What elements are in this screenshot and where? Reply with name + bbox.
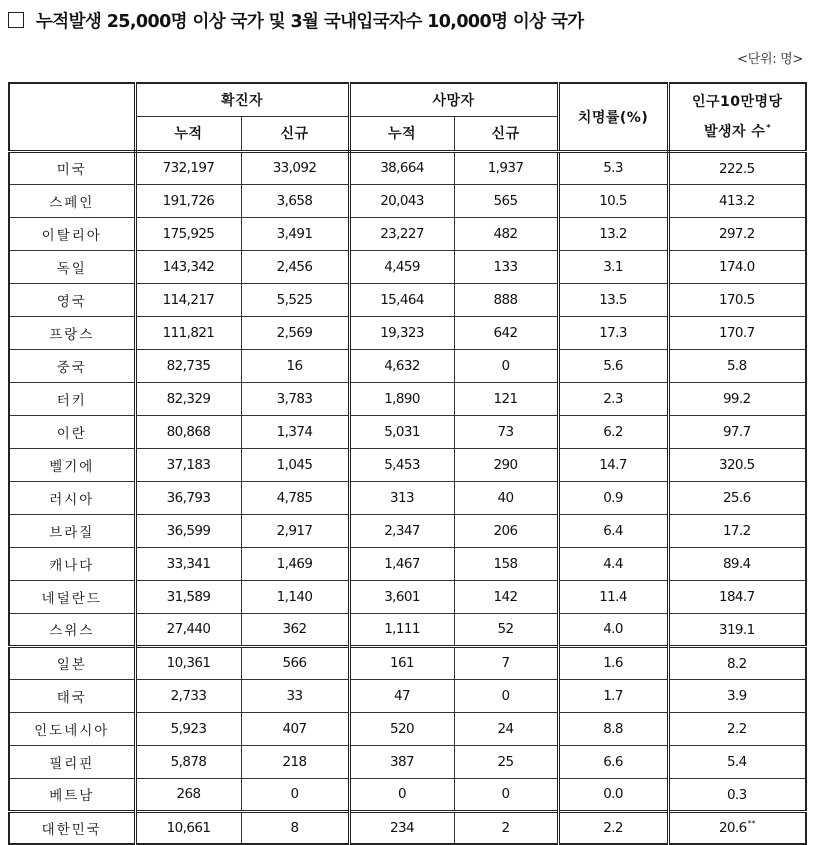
- table-row: [9, 547, 806, 580]
- fatality-rate-cell: 10.5: [558, 184, 668, 217]
- confirmed-new-cell: 16: [241, 349, 349, 382]
- deaths-cumulative-cell: 23,227: [349, 217, 454, 250]
- deaths-cumulative-cell: 47: [349, 679, 454, 712]
- per100k-cell: 184.7: [668, 580, 806, 613]
- deaths-cumulative-cell: 1,111: [349, 613, 454, 646]
- deaths-cumulative-cell: 520: [349, 712, 454, 745]
- country-cell: 스페인: [9, 184, 135, 217]
- confirmed-new-cell: 3,658: [241, 184, 349, 217]
- footnote-mark: *: [766, 122, 771, 132]
- deaths-cumulative-cell: 1,467: [349, 547, 454, 580]
- per100k-cell: 5.4: [668, 745, 806, 778]
- confirmed-cumulative-cell: 2,733: [135, 679, 241, 712]
- per100k-cell: 17.2: [668, 514, 806, 547]
- confirmed-new-cell: 33: [241, 679, 349, 712]
- country-cell: 벨기에: [9, 448, 135, 481]
- confirmed-cumulative-cell: 10,361: [135, 646, 241, 679]
- fatality-rate-cell: 14.7: [558, 448, 668, 481]
- deaths-cumulative-cell: 15,464: [349, 283, 454, 316]
- per100k-cell: 3.9: [668, 679, 806, 712]
- confirmed-cumulative-cell: 33,341: [135, 547, 241, 580]
- deaths-cumulative-cell: 234: [349, 811, 454, 844]
- confirmed-cumulative-cell: 175,925: [135, 217, 241, 250]
- country-cell: 터키: [9, 382, 135, 415]
- deaths-new-cell: 0: [454, 778, 558, 811]
- table-row: [9, 646, 806, 679]
- deaths-cumulative-cell: 0: [349, 778, 454, 811]
- fatality-rate-cell: 0.0: [558, 778, 668, 811]
- fatality-rate-cell: 4.4: [558, 547, 668, 580]
- deaths-cumulative-cell: 5,453: [349, 448, 454, 481]
- per100k-cell: 170.5: [668, 283, 806, 316]
- deaths-new-cell: 25: [454, 745, 558, 778]
- title-text: 누적발생 25,000명 이상 국가 및 3월 국내입국자수 10,000명 이상 국가: [36, 11, 584, 32]
- table-row: [9, 580, 806, 613]
- fatality-rate-cell: 13.2: [558, 217, 668, 250]
- country-cell: 독일: [9, 250, 135, 283]
- fatality-rate-cell: 17.3: [558, 316, 668, 349]
- deaths-new-cell: 24: [454, 712, 558, 745]
- footnote-mark: **: [747, 819, 756, 829]
- confirmed-new-cell: 566: [241, 646, 349, 679]
- deaths-new-cell: 142: [454, 580, 558, 613]
- fatality-rate-cell: 1.7: [558, 679, 668, 712]
- confirmed-cumulative-cell: 80,868: [135, 415, 241, 448]
- confirmed-cumulative-cell: 143,342: [135, 250, 241, 283]
- table-row: [9, 316, 806, 349]
- table-row: [9, 448, 806, 481]
- country-cell: 일본: [9, 646, 135, 679]
- country-cell: 미국: [9, 151, 135, 184]
- table-row: [9, 745, 806, 778]
- per100k-cell: 0.3: [668, 778, 806, 811]
- confirmed-new-cell: 3,491: [241, 217, 349, 250]
- fatality-rate-cell: 2.3: [558, 382, 668, 415]
- per100k-cell: 99.2: [668, 382, 806, 415]
- deaths-new-cell: 52: [454, 613, 558, 646]
- per100k-cell: 413.2: [668, 184, 806, 217]
- deaths-new-cell: 888: [454, 283, 558, 316]
- header-deaths: 사망자: [349, 83, 558, 116]
- deaths-cumulative-cell: 5,031: [349, 415, 454, 448]
- country-cell: 러시아: [9, 481, 135, 514]
- confirmed-new-cell: 1,140: [241, 580, 349, 613]
- fatality-rate-cell: 6.4: [558, 514, 668, 547]
- country-cell: 프랑스: [9, 316, 135, 349]
- header-fatality-rate: 치명률(%): [558, 83, 668, 151]
- per100k-cell: 97.7: [668, 415, 806, 448]
- unit-label: <단위: 명>: [737, 52, 803, 67]
- deaths-new-cell: 121: [454, 382, 558, 415]
- country-cell: 네덜란드: [9, 580, 135, 613]
- deaths-new-cell: 133: [454, 250, 558, 283]
- country-cell: 스위스: [9, 613, 135, 646]
- table-row: [9, 679, 806, 712]
- per100k-cell: 174.0: [668, 250, 806, 283]
- deaths-cumulative-cell: 4,632: [349, 349, 454, 382]
- confirmed-new-cell: 407: [241, 712, 349, 745]
- confirmed-cumulative-cell: 36,793: [135, 481, 241, 514]
- deaths-new-cell: 7: [454, 646, 558, 679]
- per100k-cell: 89.4: [668, 547, 806, 580]
- confirmed-cumulative-cell: 31,589: [135, 580, 241, 613]
- table-row: [9, 184, 806, 217]
- per100k-cell: 25.6: [668, 481, 806, 514]
- country-cell: 이란: [9, 415, 135, 448]
- fatality-rate-cell: 4.0: [558, 613, 668, 646]
- table-row: [9, 250, 806, 283]
- country-cell: 태국: [9, 679, 135, 712]
- fatality-rate-cell: 11.4: [558, 580, 668, 613]
- deaths-cumulative-cell: 4,459: [349, 250, 454, 283]
- deaths-new-cell: 0: [454, 349, 558, 382]
- country-cell: 베트남: [9, 778, 135, 811]
- header-per100k-line2: 발생자 수*: [703, 122, 771, 140]
- confirmed-new-cell: 4,785: [241, 481, 349, 514]
- confirmed-cumulative-cell: 5,923: [135, 712, 241, 745]
- per100k-cell: 297.2: [668, 217, 806, 250]
- checkbox-square-icon: [8, 12, 24, 28]
- country-cell: 이탈리아: [9, 217, 135, 250]
- table-row: [9, 415, 806, 448]
- deaths-new-cell: 158: [454, 547, 558, 580]
- header-deaths-new: 신규: [454, 116, 558, 151]
- table-row: [9, 151, 806, 184]
- deaths-cumulative-cell: 2,347: [349, 514, 454, 547]
- confirmed-cumulative-cell: 36,599: [135, 514, 241, 547]
- deaths-new-cell: 565: [454, 184, 558, 217]
- fatality-rate-cell: 2.2: [558, 811, 668, 844]
- table-row: [9, 811, 806, 844]
- confirmed-new-cell: 1,374: [241, 415, 349, 448]
- confirmed-new-cell: 218: [241, 745, 349, 778]
- country-cell: 인도네시아: [9, 712, 135, 745]
- confirmed-cumulative-cell: 10,661: [135, 811, 241, 844]
- per100k-cell: 319.1: [668, 613, 806, 646]
- per100k-cell: 222.5: [668, 151, 806, 184]
- deaths-cumulative-cell: 38,664: [349, 151, 454, 184]
- page-title: [8, 2, 584, 38]
- confirmed-cumulative-cell: 732,197: [135, 151, 241, 184]
- fatality-rate-cell: 1.6: [558, 646, 668, 679]
- fatality-rate-cell: 6.2: [558, 415, 668, 448]
- deaths-cumulative-cell: 313: [349, 481, 454, 514]
- deaths-cumulative-cell: 20,043: [349, 184, 454, 217]
- confirmed-cumulative-cell: 5,878: [135, 745, 241, 778]
- per100k-cell: 2.2: [668, 712, 806, 745]
- deaths-cumulative-cell: 387: [349, 745, 454, 778]
- deaths-new-cell: 0: [454, 679, 558, 712]
- deaths-cumulative-cell: 161: [349, 646, 454, 679]
- table-row: [9, 283, 806, 316]
- confirmed-new-cell: 2,456: [241, 250, 349, 283]
- fatality-rate-cell: 13.5: [558, 283, 668, 316]
- deaths-new-cell: 206: [454, 514, 558, 547]
- confirmed-cumulative-cell: 114,217: [135, 283, 241, 316]
- deaths-new-cell: 1,937: [454, 151, 558, 184]
- deaths-cumulative-cell: 19,323: [349, 316, 454, 349]
- table-row: [9, 778, 806, 811]
- confirmed-cumulative-cell: 268: [135, 778, 241, 811]
- confirmed-new-cell: 3,783: [241, 382, 349, 415]
- fatality-rate-cell: 3.1: [558, 250, 668, 283]
- country-cell: 브라질: [9, 514, 135, 547]
- table-row: [9, 217, 806, 250]
- confirmed-new-cell: 0: [241, 778, 349, 811]
- fatality-rate-cell: 5.6: [558, 349, 668, 382]
- table-row: [9, 712, 806, 745]
- per100k-cell: 170.7: [668, 316, 806, 349]
- header-per100k: [668, 83, 806, 151]
- country-cell: 대한민국: [9, 811, 135, 844]
- deaths-cumulative-cell: 1,890: [349, 382, 454, 415]
- deaths-new-cell: 2: [454, 811, 558, 844]
- table-row: [9, 514, 806, 547]
- per100k-cell: 320.5: [668, 448, 806, 481]
- deaths-new-cell: 642: [454, 316, 558, 349]
- confirmed-new-cell: 1,045: [241, 448, 349, 481]
- table-body: [9, 151, 806, 844]
- deaths-new-cell: 482: [454, 217, 558, 250]
- confirmed-cumulative-cell: 37,183: [135, 448, 241, 481]
- confirmed-cumulative-cell: 82,329: [135, 382, 241, 415]
- deaths-new-cell: 73: [454, 415, 558, 448]
- table-row: [9, 613, 806, 646]
- confirmed-new-cell: 2,917: [241, 514, 349, 547]
- confirmed-new-cell: 1,469: [241, 547, 349, 580]
- per100k-cell: 5.8: [668, 349, 806, 382]
- table-row: [9, 349, 806, 382]
- confirmed-new-cell: 5,525: [241, 283, 349, 316]
- confirmed-new-cell: 8: [241, 811, 349, 844]
- confirmed-cumulative-cell: 82,735: [135, 349, 241, 382]
- country-cell: 필리핀: [9, 745, 135, 778]
- confirmed-cumulative-cell: 27,440: [135, 613, 241, 646]
- per100k-cell: 8.2: [668, 646, 806, 679]
- header-confirmed-cumulative: 누적: [135, 116, 241, 151]
- header-corner: [9, 83, 135, 151]
- stats-table: [8, 82, 807, 845]
- table-row: [9, 382, 806, 415]
- table-row: [9, 481, 806, 514]
- country-cell: 캐나다: [9, 547, 135, 580]
- deaths-new-cell: 40: [454, 481, 558, 514]
- confirmed-cumulative-cell: 191,726: [135, 184, 241, 217]
- header-deaths-cumulative: 누적: [349, 116, 454, 151]
- deaths-new-cell: 290: [454, 448, 558, 481]
- country-cell: 영국: [9, 283, 135, 316]
- fatality-rate-cell: 8.8: [558, 712, 668, 745]
- fatality-rate-cell: 6.6: [558, 745, 668, 778]
- confirmed-cumulative-cell: 111,821: [135, 316, 241, 349]
- confirmed-new-cell: 33,092: [241, 151, 349, 184]
- header-confirmed: 확진자: [135, 83, 349, 116]
- confirmed-new-cell: 2,569: [241, 316, 349, 349]
- country-cell: 중국: [9, 349, 135, 382]
- per100k-cell: 20.6**: [668, 811, 806, 844]
- header-per100k-line1: 인구10만명당: [691, 93, 783, 110]
- fatality-rate-cell: 5.3: [558, 151, 668, 184]
- confirmed-new-cell: 362: [241, 613, 349, 646]
- fatality-rate-cell: 0.9: [558, 481, 668, 514]
- header-confirmed-new: 신규: [241, 116, 349, 151]
- deaths-cumulative-cell: 3,601: [349, 580, 454, 613]
